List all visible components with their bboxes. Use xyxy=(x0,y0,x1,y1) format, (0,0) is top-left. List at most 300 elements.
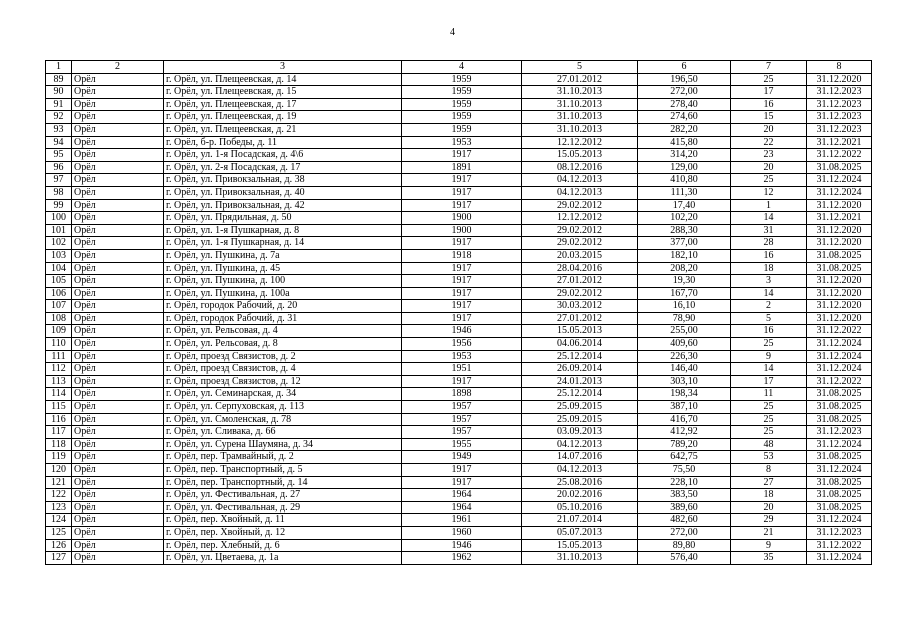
build-year-cell: 1917 xyxy=(402,375,522,388)
city-cell: Орёл xyxy=(72,212,164,225)
address-cell: г. Орёл, ул. Плещеевская, д. 14 xyxy=(164,73,402,86)
date-cell: 29.02.2012 xyxy=(522,287,638,300)
build-year-cell: 1964 xyxy=(402,501,522,514)
city-cell: Орёл xyxy=(72,375,164,388)
address-cell: г. Орёл, ул. Привокзальная, д. 40 xyxy=(164,186,402,199)
build-year-cell: 1959 xyxy=(402,111,522,124)
row-number-cell: 113 xyxy=(46,375,72,388)
table-row xyxy=(46,539,872,552)
city-cell: Орёл xyxy=(72,451,164,464)
row-number-cell: 102 xyxy=(46,237,72,250)
date-cell: 15.05.2013 xyxy=(522,149,638,162)
address-cell: г. Орёл, ул. Плещеевская, д. 21 xyxy=(164,123,402,136)
area-cell: 278,40 xyxy=(638,98,731,111)
row-number-cell: 90 xyxy=(46,86,72,99)
build-year-cell: 1955 xyxy=(402,438,522,451)
area-cell: 146,40 xyxy=(638,363,731,376)
area-cell: 208,20 xyxy=(638,262,731,275)
table-row xyxy=(46,212,872,225)
count-cell: 25 xyxy=(731,338,807,351)
date-cell: 29.02.2012 xyxy=(522,224,638,237)
city-cell: Орёл xyxy=(72,98,164,111)
count-cell: 20 xyxy=(731,501,807,514)
row-number-cell: 125 xyxy=(46,526,72,539)
count-cell: 16 xyxy=(731,98,807,111)
build-year-cell: 1957 xyxy=(402,401,522,414)
build-year-cell: 1956 xyxy=(402,338,522,351)
deadline-cell: 31.08.2025 xyxy=(807,489,872,502)
table-row xyxy=(46,237,872,250)
row-number-cell: 97 xyxy=(46,174,72,187)
date-cell: 26.09.2014 xyxy=(522,363,638,376)
deadline-cell: 31.12.2022 xyxy=(807,149,872,162)
deadline-cell: 31.12.2023 xyxy=(807,111,872,124)
table-row xyxy=(46,249,872,262)
date-cell: 29.02.2012 xyxy=(522,237,638,250)
date-cell: 31.10.2013 xyxy=(522,552,638,565)
city-cell: Орёл xyxy=(72,413,164,426)
deadline-cell: 31.12.2020 xyxy=(807,73,872,86)
area-cell: 282,20 xyxy=(638,123,731,136)
address-cell: г. Орёл, ул. Привокзальная, д. 38 xyxy=(164,174,402,187)
count-cell: 18 xyxy=(731,489,807,502)
count-cell: 25 xyxy=(731,174,807,187)
deadline-cell: 31.08.2025 xyxy=(807,476,872,489)
table-row xyxy=(46,186,872,199)
area-cell: 255,00 xyxy=(638,325,731,338)
row-number-cell: 104 xyxy=(46,262,72,275)
city-cell: Орёл xyxy=(72,161,164,174)
area-cell: 409,60 xyxy=(638,338,731,351)
address-cell: г. Орёл, пер. Хлебный, д. 6 xyxy=(164,539,402,552)
address-cell: г. Орёл, ул. Пушкина, д. 100 xyxy=(164,275,402,288)
date-cell: 25.09.2015 xyxy=(522,401,638,414)
table-row xyxy=(46,501,872,514)
count-cell: 9 xyxy=(731,350,807,363)
build-year-cell: 1946 xyxy=(402,325,522,338)
date-cell: 25.09.2015 xyxy=(522,413,638,426)
area-cell: 416,70 xyxy=(638,413,731,426)
table-row xyxy=(46,350,872,363)
count-cell: 15 xyxy=(731,111,807,124)
deadline-cell: 31.12.2020 xyxy=(807,199,872,212)
row-number-cell: 120 xyxy=(46,464,72,477)
deadline-cell: 31.08.2025 xyxy=(807,388,872,401)
area-cell: 383,50 xyxy=(638,489,731,502)
area-cell: 272,00 xyxy=(638,526,731,539)
city-cell: Орёл xyxy=(72,186,164,199)
deadline-cell: 31.08.2025 xyxy=(807,249,872,262)
row-number-cell: 106 xyxy=(46,287,72,300)
address-cell: г. Орёл, пер. Транспортный, д. 14 xyxy=(164,476,402,489)
count-cell: 11 xyxy=(731,388,807,401)
date-cell: 30.03.2012 xyxy=(522,300,638,313)
build-year-cell: 1900 xyxy=(402,224,522,237)
row-number-cell: 108 xyxy=(46,312,72,325)
column-header: 7 xyxy=(731,61,807,74)
city-cell: Орёл xyxy=(72,476,164,489)
build-year-cell: 1917 xyxy=(402,237,522,250)
table-row xyxy=(46,111,872,124)
date-cell: 24.01.2013 xyxy=(522,375,638,388)
table-row xyxy=(46,552,872,565)
date-cell: 27.01.2012 xyxy=(522,275,638,288)
table-row xyxy=(46,300,872,313)
address-cell: г. Орёл, ул. Фестивальная, д. 29 xyxy=(164,501,402,514)
count-cell: 17 xyxy=(731,375,807,388)
deadline-cell: 31.12.2021 xyxy=(807,136,872,149)
address-cell: г. Орёл, пер. Хвойный, д. 11 xyxy=(164,514,402,527)
area-cell: 387,10 xyxy=(638,401,731,414)
table-row xyxy=(46,174,872,187)
build-year-cell: 1949 xyxy=(402,451,522,464)
date-cell: 08.12.2016 xyxy=(522,161,638,174)
table-row xyxy=(46,136,872,149)
count-cell: 9 xyxy=(731,539,807,552)
build-year-cell: 1951 xyxy=(402,363,522,376)
build-year-cell: 1961 xyxy=(402,514,522,527)
row-number-cell: 126 xyxy=(46,539,72,552)
build-year-cell: 1959 xyxy=(402,73,522,86)
city-cell: Орёл xyxy=(72,300,164,313)
area-cell: 482,60 xyxy=(638,514,731,527)
build-year-cell: 1917 xyxy=(402,287,522,300)
page-number: 4 xyxy=(450,27,455,38)
date-cell: 20.02.2016 xyxy=(522,489,638,502)
city-cell: Орёл xyxy=(72,249,164,262)
row-number-cell: 91 xyxy=(46,98,72,111)
column-header: 8 xyxy=(807,61,872,74)
city-cell: Орёл xyxy=(72,438,164,451)
deadline-cell: 31.12.2020 xyxy=(807,224,872,237)
row-number-cell: 123 xyxy=(46,501,72,514)
build-year-cell: 1953 xyxy=(402,136,522,149)
area-cell: 377,00 xyxy=(638,237,731,250)
city-cell: Орёл xyxy=(72,111,164,124)
deadline-cell: 31.12.2024 xyxy=(807,514,872,527)
table-row xyxy=(46,514,872,527)
city-cell: Орёл xyxy=(72,312,164,325)
deadline-cell: 31.12.2022 xyxy=(807,325,872,338)
row-number-cell: 105 xyxy=(46,275,72,288)
address-cell: г. Орёл, ул. Цветаева, д. 1а xyxy=(164,552,402,565)
row-number-cell: 116 xyxy=(46,413,72,426)
column-header: 1 xyxy=(46,61,72,74)
date-cell: 25.12.2014 xyxy=(522,388,638,401)
area-cell: 789,20 xyxy=(638,438,731,451)
address-cell: г. Орёл, проезд Связистов, д. 12 xyxy=(164,375,402,388)
build-year-cell: 1962 xyxy=(402,552,522,565)
city-cell: Орёл xyxy=(72,552,164,565)
city-cell: Орёл xyxy=(72,539,164,552)
build-year-cell: 1957 xyxy=(402,426,522,439)
date-cell: 27.01.2012 xyxy=(522,312,638,325)
city-cell: Орёл xyxy=(72,401,164,414)
count-cell: 3 xyxy=(731,275,807,288)
address-cell: г. Орёл, б-р. Победы, д. 11 xyxy=(164,136,402,149)
count-cell: 35 xyxy=(731,552,807,565)
table-row xyxy=(46,123,872,136)
city-cell: Орёл xyxy=(72,526,164,539)
build-year-cell: 1959 xyxy=(402,123,522,136)
address-cell: г. Орёл, пер. Хвойный, д. 12 xyxy=(164,526,402,539)
city-cell: Орёл xyxy=(72,501,164,514)
build-year-cell: 1917 xyxy=(402,300,522,313)
address-cell: г. Орёл, ул. 1-я Пушкарная, д. 8 xyxy=(164,224,402,237)
area-cell: 196,50 xyxy=(638,73,731,86)
table-row xyxy=(46,338,872,351)
build-year-cell: 1953 xyxy=(402,350,522,363)
area-cell: 111,30 xyxy=(638,186,731,199)
build-year-cell: 1917 xyxy=(402,149,522,162)
address-cell: г. Орёл, ул. Прядильная, д. 50 xyxy=(164,212,402,225)
date-cell: 04.12.2013 xyxy=(522,438,638,451)
row-number-cell: 111 xyxy=(46,350,72,363)
city-cell: Орёл xyxy=(72,363,164,376)
count-cell: 25 xyxy=(731,426,807,439)
count-cell: 16 xyxy=(731,325,807,338)
deadline-cell: 31.08.2025 xyxy=(807,161,872,174)
row-number-cell: 96 xyxy=(46,161,72,174)
row-number-cell: 119 xyxy=(46,451,72,464)
table-row xyxy=(46,426,872,439)
build-year-cell: 1964 xyxy=(402,489,522,502)
date-cell: 15.05.2013 xyxy=(522,539,638,552)
table-row xyxy=(46,464,872,477)
table-row xyxy=(46,476,872,489)
area-cell: 274,60 xyxy=(638,111,731,124)
city-cell: Орёл xyxy=(72,262,164,275)
city-cell: Орёл xyxy=(72,338,164,351)
count-cell: 53 xyxy=(731,451,807,464)
city-cell: Орёл xyxy=(72,325,164,338)
address-cell: г. Орёл, ул. Рельсовая, д. 8 xyxy=(164,338,402,351)
address-cell: г. Орёл, ул. 1-я Посадская, д. 4\6 xyxy=(164,149,402,162)
city-cell: Орёл xyxy=(72,287,164,300)
row-number-cell: 109 xyxy=(46,325,72,338)
build-year-cell: 1959 xyxy=(402,86,522,99)
build-year-cell: 1891 xyxy=(402,161,522,174)
count-cell: 20 xyxy=(731,123,807,136)
row-number-cell: 100 xyxy=(46,212,72,225)
deadline-cell: 31.08.2025 xyxy=(807,501,872,514)
deadline-cell: 31.12.2023 xyxy=(807,123,872,136)
build-year-cell: 1959 xyxy=(402,98,522,111)
table-row xyxy=(46,224,872,237)
date-cell: 12.12.2012 xyxy=(522,136,638,149)
table-row xyxy=(46,149,872,162)
count-cell: 14 xyxy=(731,212,807,225)
table-row xyxy=(46,325,872,338)
count-cell: 21 xyxy=(731,526,807,539)
row-number-cell: 117 xyxy=(46,426,72,439)
city-cell: Орёл xyxy=(72,224,164,237)
row-number-cell: 93 xyxy=(46,123,72,136)
city-cell: Орёл xyxy=(72,350,164,363)
date-cell: 04.12.2013 xyxy=(522,464,638,477)
area-cell: 415,80 xyxy=(638,136,731,149)
city-cell: Орёл xyxy=(72,275,164,288)
date-cell: 28.04.2016 xyxy=(522,262,638,275)
build-year-cell: 1960 xyxy=(402,526,522,539)
date-cell: 27.01.2012 xyxy=(522,73,638,86)
area-cell: 288,30 xyxy=(638,224,731,237)
table-row xyxy=(46,451,872,464)
build-year-cell: 1917 xyxy=(402,199,522,212)
count-cell: 8 xyxy=(731,464,807,477)
area-cell: 17,40 xyxy=(638,199,731,212)
build-year-cell: 1917 xyxy=(402,312,522,325)
deadline-cell: 31.12.2023 xyxy=(807,98,872,111)
deadline-cell: 31.12.2020 xyxy=(807,300,872,313)
area-cell: 226,30 xyxy=(638,350,731,363)
date-cell: 31.10.2013 xyxy=(522,123,638,136)
count-cell: 14 xyxy=(731,287,807,300)
housing-registry-table xyxy=(45,60,872,565)
row-number-cell: 92 xyxy=(46,111,72,124)
city-cell: Орёл xyxy=(72,149,164,162)
address-cell: г. Орёл, городок Рабочий, д. 31 xyxy=(164,312,402,325)
deadline-cell: 31.12.2024 xyxy=(807,186,872,199)
area-cell: 303,10 xyxy=(638,375,731,388)
table-row xyxy=(46,363,872,376)
count-cell: 25 xyxy=(731,401,807,414)
deadline-cell: 31.08.2025 xyxy=(807,262,872,275)
row-number-cell: 101 xyxy=(46,224,72,237)
count-cell: 27 xyxy=(731,476,807,489)
address-cell: г. Орёл, ул. Серпуховская, д. 113 xyxy=(164,401,402,414)
table-row xyxy=(46,98,872,111)
row-number-cell: 89 xyxy=(46,73,72,86)
count-cell: 29 xyxy=(731,514,807,527)
area-cell: 198,34 xyxy=(638,388,731,401)
city-cell: Орёл xyxy=(72,86,164,99)
count-cell: 2 xyxy=(731,300,807,313)
build-year-cell: 1918 xyxy=(402,249,522,262)
area-cell: 129,00 xyxy=(638,161,731,174)
date-cell: 04.12.2013 xyxy=(522,186,638,199)
table-row xyxy=(46,388,872,401)
row-number-cell: 112 xyxy=(46,363,72,376)
table-row xyxy=(46,312,872,325)
date-cell: 25.12.2014 xyxy=(522,350,638,363)
count-cell: 14 xyxy=(731,363,807,376)
city-cell: Орёл xyxy=(72,489,164,502)
deadline-cell: 31.08.2025 xyxy=(807,401,872,414)
table-row xyxy=(46,526,872,539)
deadline-cell: 31.12.2024 xyxy=(807,350,872,363)
area-cell: 89,80 xyxy=(638,539,731,552)
deadline-cell: 31.12.2021 xyxy=(807,212,872,225)
deadline-cell: 31.12.2020 xyxy=(807,287,872,300)
row-number-cell: 94 xyxy=(46,136,72,149)
area-cell: 19,30 xyxy=(638,275,731,288)
row-number-cell: 107 xyxy=(46,300,72,313)
address-cell: г. Орёл, пер. Трамвайный, д. 2 xyxy=(164,451,402,464)
build-year-cell: 1946 xyxy=(402,539,522,552)
area-cell: 642,75 xyxy=(638,451,731,464)
build-year-cell: 1957 xyxy=(402,413,522,426)
city-cell: Орёл xyxy=(72,388,164,401)
address-cell: г. Орёл, городок Рабочий, д. 20 xyxy=(164,300,402,313)
city-cell: Орёл xyxy=(72,136,164,149)
area-cell: 389,60 xyxy=(638,501,731,514)
area-cell: 272,00 xyxy=(638,86,731,99)
city-cell: Орёл xyxy=(72,426,164,439)
deadline-cell: 31.12.2023 xyxy=(807,86,872,99)
address-cell: г. Орёл, ул. Сурена Шаумяна, д. 34 xyxy=(164,438,402,451)
address-cell: г. Орёл, ул. Сливака, д. 66 xyxy=(164,426,402,439)
deadline-cell: 31.08.2025 xyxy=(807,413,872,426)
table-row xyxy=(46,438,872,451)
city-cell: Орёл xyxy=(72,199,164,212)
address-cell: г. Орёл, ул. Семинарская, д. 34 xyxy=(164,388,402,401)
count-cell: 48 xyxy=(731,438,807,451)
date-cell: 15.05.2013 xyxy=(522,325,638,338)
count-cell: 17 xyxy=(731,86,807,99)
deadline-cell: 31.12.2024 xyxy=(807,363,872,376)
row-number-cell: 98 xyxy=(46,186,72,199)
date-cell: 14.07.2016 xyxy=(522,451,638,464)
date-cell: 05.10.2016 xyxy=(522,501,638,514)
area-cell: 102,20 xyxy=(638,212,731,225)
address-cell: г. Орёл, ул. Пушкина, д. 100а xyxy=(164,287,402,300)
table-row xyxy=(46,275,872,288)
table-row xyxy=(46,86,872,99)
deadline-cell: 31.12.2022 xyxy=(807,375,872,388)
build-year-cell: 1917 xyxy=(402,186,522,199)
build-year-cell: 1917 xyxy=(402,275,522,288)
area-cell: 576,40 xyxy=(638,552,731,565)
build-year-cell: 1917 xyxy=(402,174,522,187)
address-cell: г. Орёл, ул. Пушкина, д. 7а xyxy=(164,249,402,262)
deadline-cell: 31.12.2023 xyxy=(807,526,872,539)
table-body xyxy=(46,73,872,564)
row-number-cell: 127 xyxy=(46,552,72,565)
column-header: 6 xyxy=(638,61,731,74)
deadline-cell: 31.12.2024 xyxy=(807,438,872,451)
date-cell: 04.12.2013 xyxy=(522,174,638,187)
row-number-cell: 110 xyxy=(46,338,72,351)
date-cell: 21.07.2014 xyxy=(522,514,638,527)
table-row xyxy=(46,375,872,388)
deadline-cell: 31.12.2020 xyxy=(807,312,872,325)
table-row xyxy=(46,287,872,300)
build-year-cell: 1917 xyxy=(402,262,522,275)
table-row xyxy=(46,489,872,502)
count-cell: 25 xyxy=(731,413,807,426)
area-cell: 182,10 xyxy=(638,249,731,262)
deadline-cell: 31.12.2022 xyxy=(807,539,872,552)
deadline-cell: 31.12.2024 xyxy=(807,464,872,477)
count-cell: 16 xyxy=(731,249,807,262)
row-number-cell: 99 xyxy=(46,199,72,212)
count-cell: 23 xyxy=(731,149,807,162)
build-year-cell: 1900 xyxy=(402,212,522,225)
address-cell: г. Орёл, ул. Фестивальная, д. 27 xyxy=(164,489,402,502)
build-year-cell: 1917 xyxy=(402,476,522,489)
count-cell: 28 xyxy=(731,237,807,250)
address-cell: г. Орёл, проезд Связистов, д. 4 xyxy=(164,363,402,376)
address-cell: г. Орёл, ул. Плещеевская, д. 19 xyxy=(164,111,402,124)
count-cell: 18 xyxy=(731,262,807,275)
city-cell: Орёл xyxy=(72,237,164,250)
table-header xyxy=(46,61,872,74)
date-cell: 05.07.2013 xyxy=(522,526,638,539)
date-cell: 29.02.2012 xyxy=(522,199,638,212)
row-number-cell: 122 xyxy=(46,489,72,502)
deadline-cell: 31.08.2025 xyxy=(807,451,872,464)
